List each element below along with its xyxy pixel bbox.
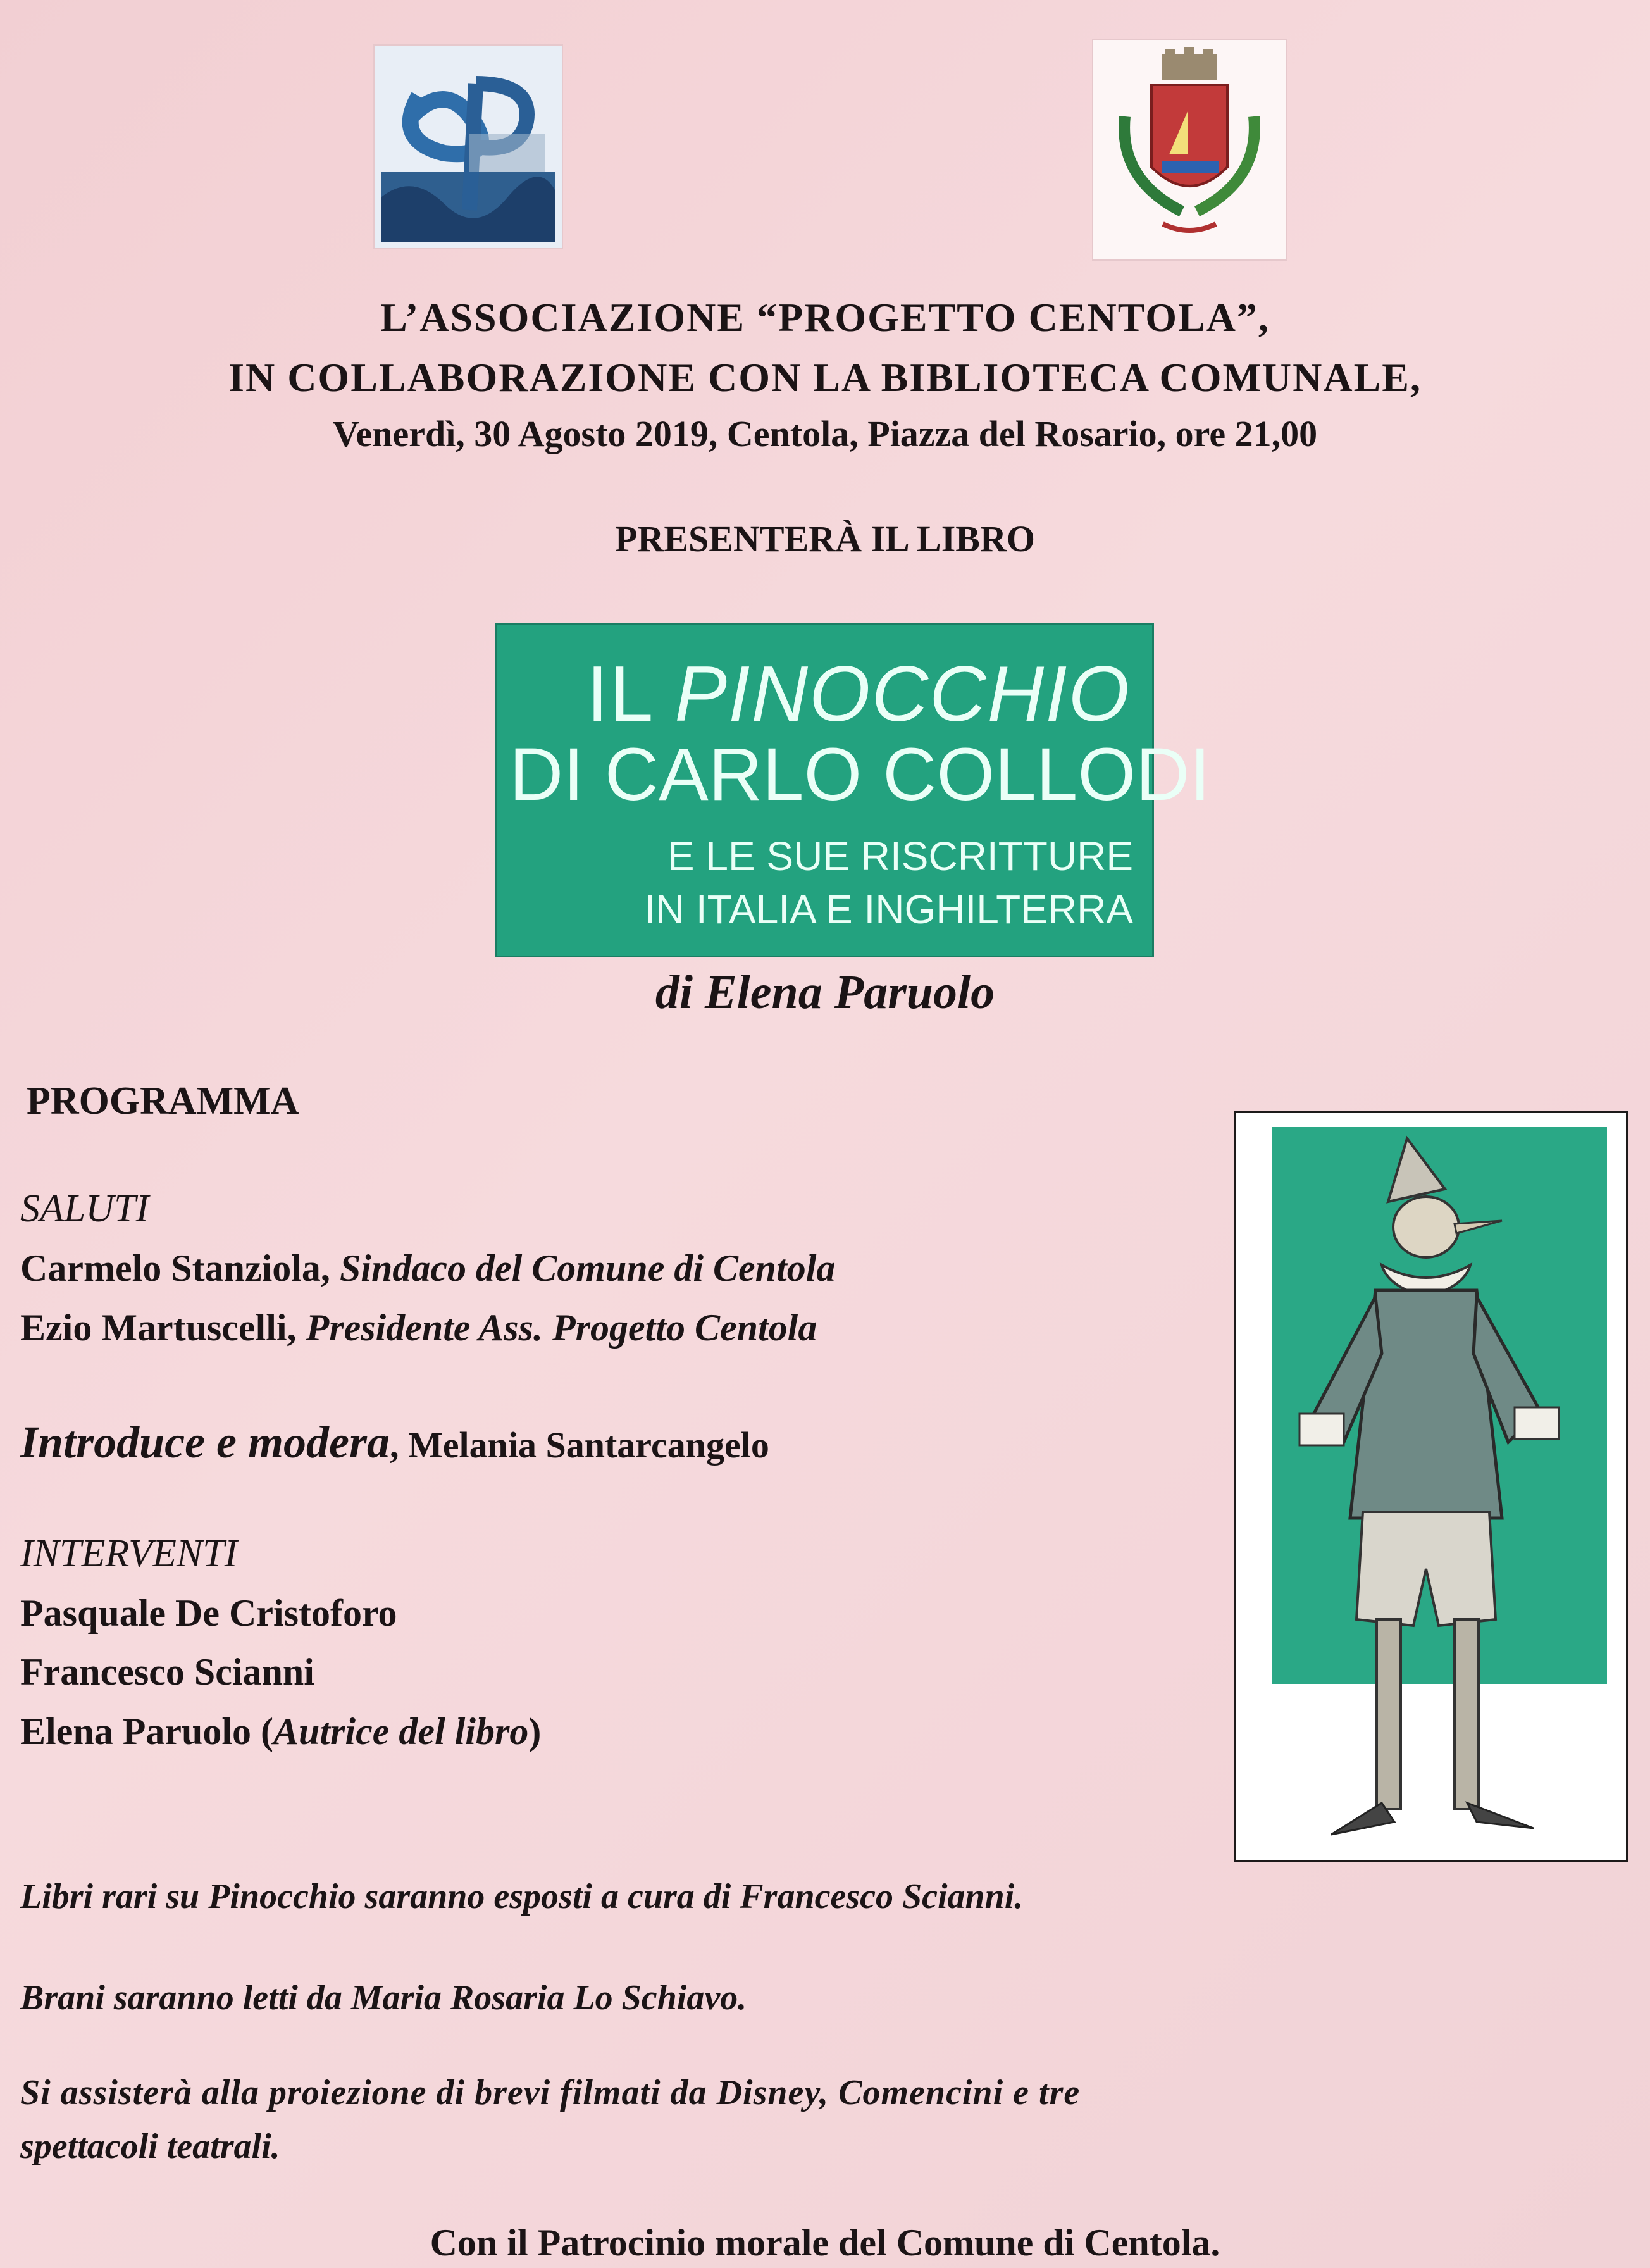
speaker3-role: Autrice del libro (273, 1710, 529, 1752)
comune-coat-of-arms (1092, 39, 1287, 261)
speaker3-name: Elena Paruolo ( (20, 1710, 273, 1752)
greetings-heading: SALUTI (20, 1187, 149, 1230)
book-cover (495, 623, 1211, 957)
presents-book-heading: PRESENTERÀ IL LIBRO (615, 518, 1035, 559)
greeting1-role: Sindaco del Comune di Centola (339, 1247, 836, 1289)
speaker3-close: ) (528, 1710, 542, 1752)
book-subtitle-line1: E LE SUE RISCRITTURE (667, 833, 1133, 879)
moderator-name: , Melania Santarcangelo (389, 1424, 769, 1466)
moderator-line (20, 1416, 769, 1469)
book-title-italic: PINOCCHIO (674, 651, 1131, 738)
patronage-footer: Con il Patrocinio morale del Comune di Centola. (430, 2222, 1220, 2264)
book-subtitle-line2: IN ITALIA E INGHILTERRA (644, 887, 1133, 932)
greeting2-role: Presidente Ass. Progetto Centola (306, 1307, 817, 1349)
header-line-association: L’ASSOCIAZIONE “PROGETTO CENTOLA”, (380, 295, 1270, 340)
note-rare-books: Libri rari su Pinocchio saranno esposti a cura di Francesco Scianni. (20, 1877, 1024, 1916)
book-author: di Elena Paruolo (655, 966, 995, 1019)
greeting-line-2 (20, 1306, 817, 1350)
header-line-collaboration: IN COLLABORAZIONE CON LA BIBLIOTECA COMUNALE, (228, 355, 1422, 400)
greeting-line-1 (20, 1247, 835, 1290)
pinocchio-illustration (1234, 1111, 1628, 1862)
book-title-line2: DI CARLO COLLODI (509, 733, 1211, 816)
note-screening-line1: Si assisterà alla proiezione di brevi filmati da Disney, Comencini e tre (20, 2073, 1081, 2112)
program-heading: PROGRAMMA (27, 1080, 299, 1123)
pinocchio-figure-icon (1236, 1113, 1626, 1860)
moderator-label: Introduce e modera (20, 1417, 390, 1467)
interventions-heading: INTERVENTI (20, 1532, 238, 1575)
speaker-2: Francesco Scianni (20, 1651, 314, 1693)
speaker-3 (20, 1710, 541, 1754)
speaker-1: Pasquale De Cristoforo (20, 1592, 397, 1634)
progetto-centola-logo (373, 44, 563, 249)
book-title-prefix: IL (586, 651, 652, 738)
book-title-line1 (586, 649, 1131, 739)
note-readings: Brani saranno letti da Maria Rosaria Lo Schiavo. (20, 1978, 747, 2017)
greeting1-name: Carmelo Stanziola, (20, 1247, 330, 1289)
note-screening-line2: spettacoli teatrali. (20, 2127, 280, 2166)
event-date-location: Venerdì, 30 Agosto 2019, Centola, Piazza del Rosario, ore 21,00 (332, 413, 1318, 454)
greeting2-name: Ezio Martuscelli, (20, 1307, 297, 1349)
